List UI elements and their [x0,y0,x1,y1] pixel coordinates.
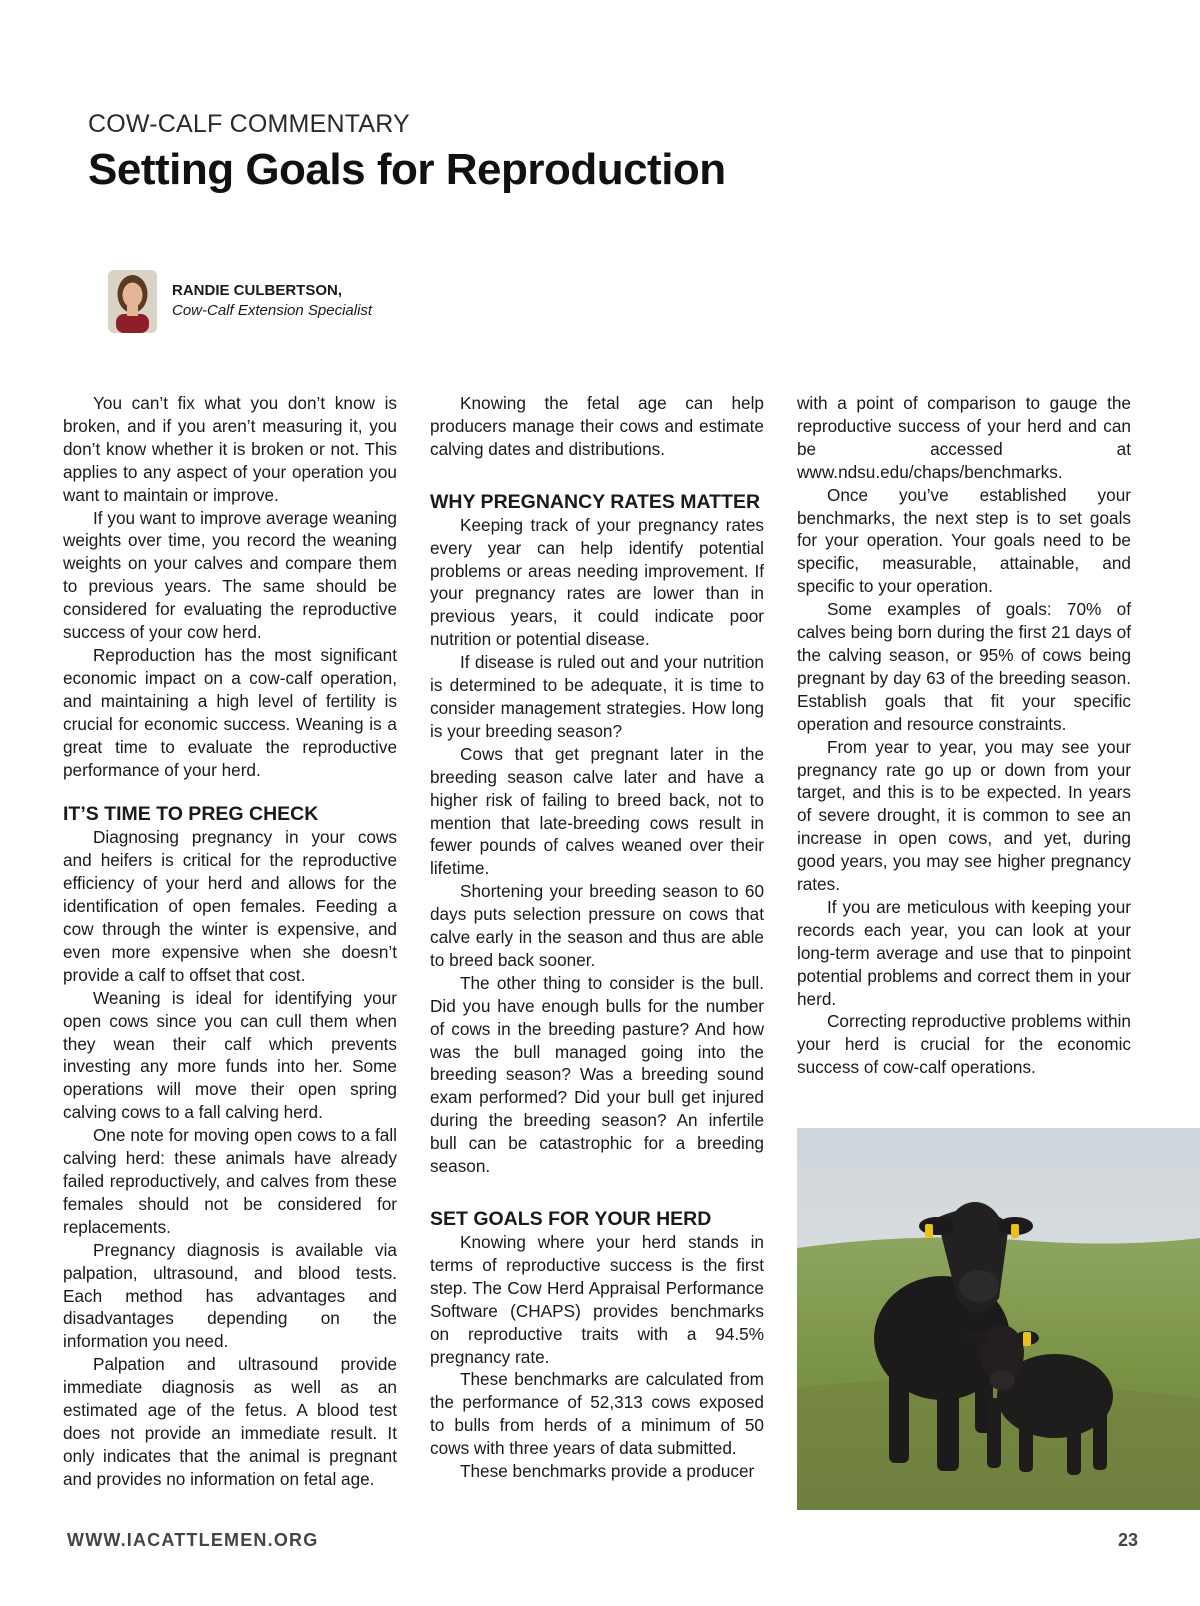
author-avatar [108,270,157,333]
section-heading: SET GOALS FOR YOUR HERD [430,1208,712,1230]
paragraph: If you want to improve average weaning weights over time, you record the weaning weights on your calves and compare them to previous years. The same should be considered for evaluating the reproductive success of your cow herd. [63,507,397,643]
paragraph: Pregnancy diagnosis is available via palpation, ultrasound, and blood tests. Each method has advantages and disadvantages depending on the information you need. [63,1239,397,1352]
section-heading: WHY PREGNANCY RATES MATTER [430,490,761,513]
article-column-1 [63,392,397,1491]
portrait-icon [108,270,157,333]
paragraph: You can’t fix what you don’t know is broken, and if you aren’t measuring it, you don’t know whether it is broken or not. This applies to any aspect of your operation you want to maintain or improve. [63,393,397,505]
page-number: 23 [1118,1530,1139,1550]
paragraph: Diagnosing pregnancy in your cows and heifers is critical for the reproductive efficiency of your herd and allows for the identification of open females. Feeding a cow through the winter is expensive, and even more expensive when she doesn’t provide a calf to offset that cost. [63,827,397,985]
section-heading: IT’S TIME TO PREG CHECK [63,803,319,826]
paragraph: Keeping track of your pregnancy rates every year can help identify potential problems or areas needing improvement. If your pregnancy rates are lower than in previous years, it could indicate poor nutrition or potential disease. [430,514,764,650]
paragraph: Shortening your breeding season to 60 days puts selection pressure on cows that calve early in the season and thus are able to breed back sooner. [430,881,764,970]
paragraph: with a point of comparison to gauge the reproductive success of your herd and can be accessed at www.ndsu.edu/chaps/benchmarks. [797,393,1131,482]
cattle-photo [797,1128,1200,1510]
article-column-2 [430,392,764,1483]
article-column-3 [797,392,1131,1079]
author-name: RANDIE CULBERTSON, [172,282,343,299]
paragraph: Palpation and ultrasound provide immediate diagnosis as well as an estimated age of the fetus. A blood test does not provide an immediate result. It only indicates that the animal is pregnant and provides no information on fetal age. [63,1354,397,1489]
paragraph: These benchmarks are calculated from the performance of 52,313 cows exposed to bulls from herds of a minimum of 50 cows with three years of data submitted. [430,1369,764,1459]
paragraph: From year to year, you may see your pregnancy rate go up or down from your target, and this is to be expected. In years of severe drought, it is common to see an increase in open cows, and yet, during good years, you may see higher pregnancy rates. [797,736,1131,895]
paragraph: Some examples of goals: 70% of calves being born during the first 21 days of the calving season, or 95% of cows being pregnant by day 63 of the breeding season. Establish goals that fit your specific operation and resource constraints. [797,599,1131,734]
paragraph: Correcting reproductive problems within your herd is crucial for the economic success of cow-calf operations. [797,1011,1131,1078]
author-title: Cow-Calf Extension Specialist [172,302,373,319]
paragraph: If disease is ruled out and your nutrition is determined to be adequate, it is time to consider management strategies. How long is your breeding season? [430,652,764,741]
paragraph: Reproduction has the most significant economic impact on a cow-calf operation, and maintaining a high level of fertility is crucial for economic success. Weaning is a great time to evaluate the reproductive performance of your herd. [63,644,397,780]
paragraph: Knowing the fetal age can help producers manage their cows and estimate calving dates and distributions. [430,393,764,459]
paragraph: These benchmarks provide a producer [460,1461,755,1482]
paragraph: If you are meticulous with keeping your records each year, you can look at your long-term average and use that to pinpoint potential problems and correct them in your herd. [797,896,1131,1009]
paragraph: Knowing where your herd stands in terms of reproductive success is the first step. The Cow Herd Appraisal Performance Software (CHAPS) provides benchmarks on reproductive traits with a 94.5% pregnancy rate. [430,1232,764,1367]
cow-and-calf-icon [797,1128,1200,1510]
paragraph: Weaning is ideal for identifying your open cows since you can cull them when they wean their calf which prevents investing any more funds into her. Some operations will move their open spring calving cows to a fall calving herd. [63,987,397,1123]
footer-website: WWW.IACATTLEMEN.ORG [67,1530,319,1550]
paragraph: The other thing to consider is the bull. Did you have enough bulls for the number of cows in the breeding pasture? And how was the bull managed going into the breeding season? Was a breeding sound exam performed? Did your bull get injured during the breeding season? An infertile bull can be catastrophic for a breeding season. [430,972,764,1177]
section-kicker: COW-CALF COMMENTARY [88,110,410,138]
paragraph: Cows that get pregnant later in the breeding season calve later and have a higher risk of failing to breed back, not to mention that late-breeding cows result in fewer pounds of calves weaned over their lifetime. [430,743,764,879]
article-title: Setting Goals for Reproduction [88,145,726,194]
paragraph: One note for moving open cows to a fall calving herd: these animals have already failed reproductively, and calves from these females should not be considered for replacements. [63,1125,397,1237]
paragraph: Once you’ve established your benchmarks, the next step is to set goals for your operation. Your goals need to be specific, measurable, attainable, and specific to your operation. [797,484,1131,597]
